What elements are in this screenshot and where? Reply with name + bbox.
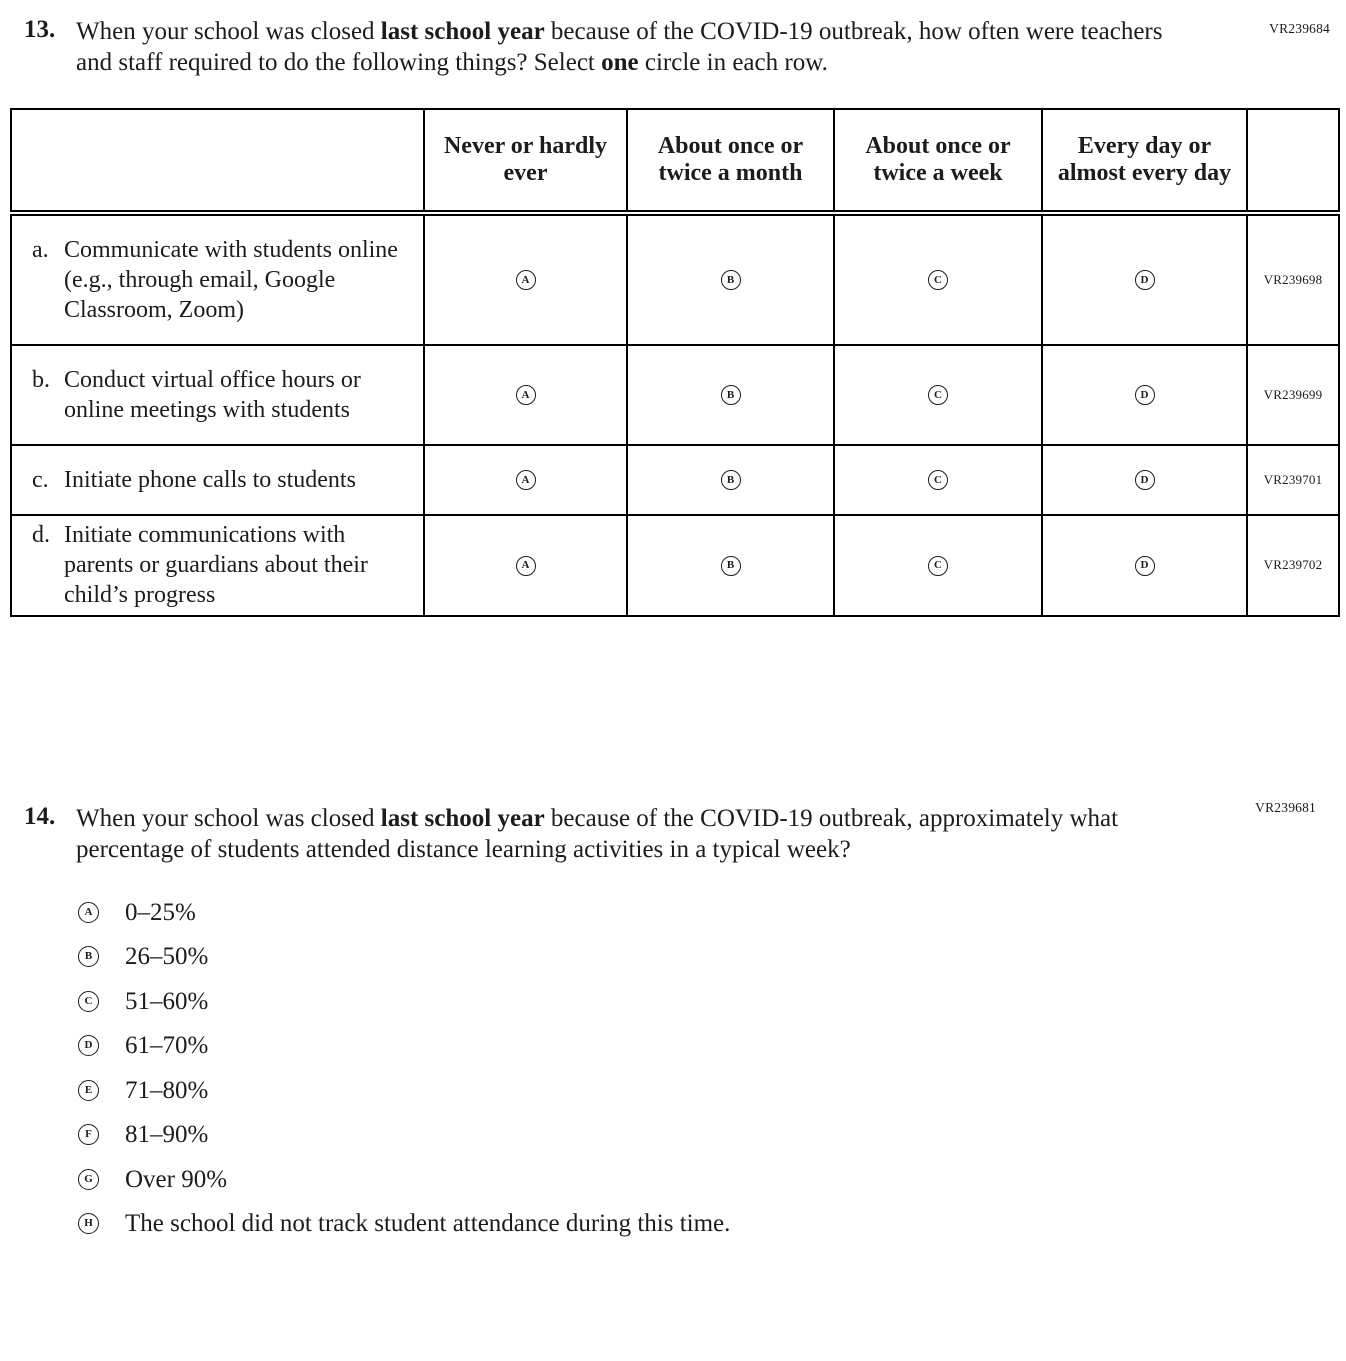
question-13-prompt	[76, 16, 1168, 78]
row-stem	[11, 445, 424, 515]
answer-cell	[424, 515, 627, 616]
answer-cell	[1042, 213, 1247, 345]
question-14-options	[78, 899, 1346, 1238]
row-code-cell	[1247, 515, 1339, 616]
answer-bubble[interactable]: A	[516, 556, 536, 576]
question-14-prompt	[76, 803, 1168, 865]
row-stem	[11, 345, 424, 445]
answer-bubble[interactable]: D	[78, 1035, 99, 1056]
table-row	[11, 345, 1339, 445]
answer-cell	[627, 515, 834, 616]
answer-bubble[interactable]: H	[78, 1213, 99, 1234]
question-14-number: 14.	[24, 802, 56, 830]
row-code-cell	[1247, 345, 1339, 445]
table-header-row	[11, 109, 1339, 213]
option-label: 61–70%	[125, 1032, 209, 1060]
header-code-cell	[1247, 109, 1339, 213]
row-code: VR239701	[1263, 472, 1323, 487]
frequency-table	[10, 108, 1340, 617]
answer-cell	[627, 213, 834, 345]
row-letter: c.	[32, 466, 49, 493]
option-row	[78, 1210, 1346, 1238]
answer-cell	[834, 445, 1042, 515]
answer-bubble[interactable]: B	[721, 470, 741, 490]
answer-cell	[627, 345, 834, 445]
table-row	[11, 515, 1339, 616]
answer-bubble[interactable]: F	[78, 1124, 99, 1145]
option-row	[78, 1077, 1346, 1105]
answer-cell	[1042, 515, 1247, 616]
row-code: VR239702	[1263, 557, 1323, 573]
row-letter: a.	[32, 236, 49, 263]
answer-bubble[interactable]: A	[516, 470, 536, 490]
answer-bubble[interactable]: D	[1135, 556, 1155, 576]
row-text: Conduct virtual office hours or online meetings with students	[64, 366, 361, 423]
option-row	[78, 943, 1346, 971]
answer-cell	[834, 515, 1042, 616]
option-label: 51–60%	[125, 987, 209, 1015]
answer-bubble[interactable]: D	[1135, 470, 1155, 490]
answer-bubble[interactable]: C	[928, 385, 948, 405]
option-label: Over 90%	[125, 1165, 228, 1193]
row-text: Initiate phone calls to students	[64, 466, 356, 493]
prompt-segment-bold: last school year	[380, 18, 545, 45]
answer-cell	[1042, 345, 1247, 445]
option-label: 81–90%	[125, 1121, 209, 1149]
answer-cell	[834, 213, 1042, 345]
table-row	[11, 445, 1339, 515]
answer-bubble[interactable]: B	[721, 385, 741, 405]
prompt-segment: When your school was closed	[76, 18, 381, 45]
row-text: Communicate with students online (e.g., through email, Google Classroom, Zoom)	[64, 236, 398, 324]
answer-bubble[interactable]: B	[721, 270, 741, 290]
answer-bubble[interactable]: A	[516, 385, 536, 405]
answer-bubble[interactable]: E	[78, 1080, 99, 1101]
answer-bubble[interactable]: G	[78, 1169, 99, 1190]
header-empty-cell	[11, 109, 424, 213]
answer-cell	[627, 445, 834, 515]
answer-cell	[1042, 445, 1247, 515]
answer-bubble[interactable]: C	[928, 270, 948, 290]
answer-bubble[interactable]: D	[1135, 270, 1155, 290]
option-row	[78, 1121, 1346, 1149]
prompt-segment: because of the COVID-19 outbreak, how often were teachers and staff required to do the following things? Select	[76, 18, 1163, 76]
column-header-once-month: About once or twice a month	[627, 109, 834, 213]
answer-cell	[834, 345, 1042, 445]
answer-cell	[424, 213, 627, 345]
question-13-number: 13.	[24, 16, 56, 43]
row-stem	[11, 515, 424, 616]
option-row	[78, 899, 1346, 927]
prompt-segment: circle in each row.	[638, 49, 828, 76]
option-label: 71–80%	[125, 1076, 209, 1104]
question-14	[24, 803, 1346, 865]
answer-bubble[interactable]: A	[516, 270, 536, 290]
prompt-segment: When your school was closed	[76, 804, 381, 832]
row-stem	[11, 213, 424, 345]
option-row	[78, 1166, 1346, 1194]
answer-bubble[interactable]: C	[928, 470, 948, 490]
option-row	[78, 988, 1346, 1016]
option-label: 26–50%	[125, 943, 209, 971]
option-row	[78, 1032, 1346, 1060]
column-header-never: Never or hardly ever	[424, 109, 627, 213]
row-letter: b.	[32, 366, 50, 393]
column-header-once-week: About once or twice a week	[834, 109, 1042, 213]
row-letter: d.	[32, 522, 50, 548]
option-label: 0–25%	[125, 898, 196, 926]
answer-bubble[interactable]: B	[78, 946, 99, 967]
survey-page	[0, 16, 1346, 1361]
column-header-every-day: Every day or almost every day	[1042, 109, 1247, 213]
prompt-segment-bold: last school year	[380, 804, 545, 832]
prompt-segment-bold: one	[601, 49, 639, 76]
prompt-segment: because of the COVID-19 outbreak, approximately what percentage of students attended distance learning activities in a typical week?	[76, 804, 1119, 863]
row-code-cell	[1247, 213, 1339, 345]
answer-bubble[interactable]: B	[721, 556, 741, 576]
answer-bubble[interactable]: C	[928, 556, 948, 576]
answer-bubble[interactable]: D	[1135, 385, 1155, 405]
row-code-cell	[1247, 445, 1339, 515]
option-label: The school did not track student attendance during this time.	[125, 1210, 731, 1238]
form-code-top: VR239684	[1269, 21, 1330, 36]
row-code: VR239698	[1263, 272, 1323, 287]
answer-cell	[424, 345, 627, 445]
answer-bubble[interactable]: A	[78, 902, 99, 923]
answer-cell	[424, 445, 627, 515]
table-row	[11, 213, 1339, 345]
answer-bubble[interactable]: C	[78, 991, 99, 1012]
row-code: VR239699	[1263, 387, 1323, 402]
row-text: Initiate communications with parents or guardians about their child’s progress	[64, 522, 368, 609]
form-code-mid: VR239681	[1255, 800, 1316, 815]
question-13	[24, 16, 1346, 78]
